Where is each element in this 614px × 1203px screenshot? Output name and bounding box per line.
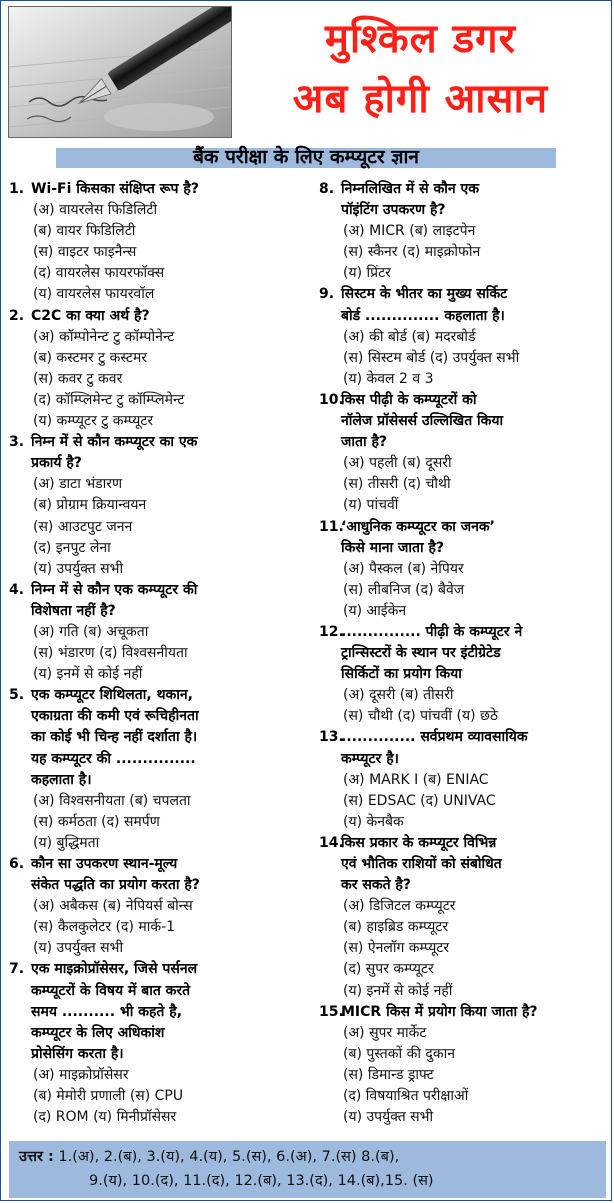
answer-option: (स) सिस्टम बोर्ड (द) उपर्युक्त सभी	[343, 349, 520, 366]
question-text: संकेत पद्धति का प्रयोग करता है?	[31, 877, 200, 894]
question-line	[319, 833, 609, 854]
question-text: एक कम्प्यूटर शिथिलता, थकान,	[31, 687, 193, 704]
question-line	[319, 390, 609, 411]
answer-option: (स) तीसरी (द) चौथी	[343, 476, 451, 493]
question-text: समय .......... भी कहते है,	[31, 1003, 183, 1020]
question-text: ‘आधुनिक कम्प्यूटर का जनक’	[341, 518, 495, 535]
question-number: 6.	[9, 856, 25, 872]
question-line	[9, 601, 309, 622]
answer-option: (अ) गति (ब) अचूकता	[33, 623, 149, 640]
question-line	[9, 854, 309, 875]
answer-option: (द) सुपर कम्प्यूटर	[343, 961, 434, 978]
question-line	[319, 1002, 609, 1023]
question-number: 8.	[319, 181, 335, 197]
question-line	[9, 685, 309, 706]
question-text: विशेषता नहीं है?	[31, 602, 116, 619]
answer-option: (य) उपर्युक्त सभी	[33, 560, 124, 577]
answer-option: (अ) पैस्कल (ब) नेपियर	[343, 560, 464, 577]
question-line	[319, 643, 609, 664]
question-line	[9, 179, 309, 200]
answer-option: (स) डिमान्ड ड्राफ्ट	[343, 1066, 434, 1083]
question-text: प्रकार्य है?	[31, 455, 82, 472]
answer-option: (य) उपर्युक्त सभी	[33, 940, 124, 957]
question-text: निम्न में से कौन एक कम्प्यूटर की	[31, 581, 198, 598]
answer-option: (स) स्कैनर (द) माइक्रोफोन	[343, 244, 481, 261]
question-text: यह कम्प्यूटर की ...............	[31, 750, 196, 767]
question-line	[9, 306, 309, 327]
question-text: .............. सर्वप्रथम व्यावसायिक	[341, 729, 528, 746]
question-number	[319, 432, 341, 453]
answer-option: (ब) मेमोरी प्रणाली (स) CPU	[33, 1088, 184, 1105]
answer-option: (स) कैलकुलेटर (द) मार्क-1	[33, 919, 176, 936]
question-block	[9, 306, 309, 433]
answer-option: (य) कम्प्यूटर टु कम्प्यूटर	[33, 413, 154, 430]
right-question-column	[319, 179, 609, 1128]
question-number	[9, 1002, 31, 1023]
answer-option: (अ) पहली (ब) दूसरी	[343, 455, 452, 472]
answer-option: (द) ROM (य) मिनीप्रॉसेसर	[33, 1109, 177, 1126]
answer-option: (द) इनपुट लेना	[33, 539, 111, 556]
question-number	[319, 200, 341, 221]
answer-line-1	[19, 1145, 596, 1169]
question-line	[319, 200, 609, 221]
question-text: ट्रान्सिस्टरों के स्थान पर इंटीग्रेटेड	[341, 645, 501, 662]
question-number: 1.	[9, 181, 25, 197]
question-number	[9, 727, 31, 748]
question-text: एवं भौतिक राशियों को संबोधित	[341, 856, 502, 872]
answer-option: (अ) MARK I (ब) ENIAC	[343, 771, 489, 788]
answer-option: (अ) अबैकस (ब) नेपियर्स बोन्स	[33, 898, 193, 915]
question-block	[319, 179, 609, 284]
question-number: 12.	[319, 623, 344, 640]
fountain-pen-image	[9, 7, 231, 137]
question-text: कम्प्यूटर है।	[341, 750, 399, 767]
question-line	[9, 1023, 309, 1044]
question-text: निम्नलिखित में से कौन एक	[341, 181, 480, 197]
answer-label: उत्तर :	[19, 1149, 54, 1165]
question-line	[319, 517, 609, 538]
question-text: किस प्रकार के कम्प्यूटर विभिन्न	[341, 834, 497, 851]
question-number	[9, 1044, 31, 1065]
question-text: एक माइक्रोप्रॉसेसर, जिसे पर्सनल	[31, 961, 198, 978]
question-text: कम्प्यूटर के लिए अधिकांश	[31, 1024, 165, 1041]
question-number: 4.	[9, 581, 25, 598]
answer-option: (स) कवर टु कवर	[33, 370, 123, 387]
question-text: नॉलेज प्रॉसेसर्स उल्लिखित किया	[341, 413, 504, 430]
question-line	[319, 622, 609, 643]
question-block	[319, 727, 609, 832]
question-line	[319, 727, 609, 748]
answer-option: (य) वायरलेस फायरवॉल	[33, 286, 155, 303]
header	[1, 1, 611, 143]
question-number	[319, 643, 341, 664]
question-line	[319, 875, 609, 896]
question-number	[319, 306, 341, 327]
question-number: 2.	[9, 307, 25, 324]
question-number: 10.	[319, 391, 344, 408]
answer-option: (स) EDSAC (द) UNIVAC	[343, 792, 496, 809]
answer-option: (य) उपर्युक्त सभी	[343, 1109, 434, 1126]
question-number	[9, 1023, 31, 1044]
answers-1-8: 1.(अ), 2.(ब), 3.(य), 4.(य), 5.(स), 6.(अ), 7.(स) 8.(ब),	[58, 1149, 400, 1165]
question-line	[319, 432, 609, 453]
question-text: जाता है?	[341, 434, 388, 451]
question-number	[9, 981, 31, 1002]
question-text: सिर्किटों का प्रयोग किया	[341, 666, 462, 683]
question-number: 14.	[319, 834, 344, 851]
answer-option: (स) भंडारण (द) विश्वसनीयता	[33, 645, 188, 662]
question-number	[9, 453, 31, 474]
question-line	[9, 875, 309, 896]
question-number: 9.	[319, 286, 335, 303]
question-text: MICR किस में प्रयोग किया जाता है?	[341, 1003, 538, 1020]
question-number	[9, 749, 31, 770]
question-line	[9, 981, 309, 1002]
question-line	[9, 706, 309, 727]
question-line	[319, 284, 609, 305]
question-block	[9, 179, 309, 306]
question-text: C2C का क्या अर्थ है?	[31, 307, 150, 324]
question-text: पॉइंटिंग उपकरण है?	[341, 202, 446, 219]
question-line	[9, 1044, 309, 1065]
question-number: 11.	[319, 518, 344, 535]
answer-option: (ब) प्रोग्राम क्रियान्वयन	[33, 497, 147, 514]
answer-option: (य) बुद्धिमता	[33, 834, 100, 851]
question-block	[319, 622, 609, 727]
answer-option: (स) कर्मठता (द) समर्पण	[33, 813, 160, 830]
answer-option: (अ) वायरलेस फिडिलिटी	[33, 202, 158, 219]
answer-option: (य) इनमें से कोई नहीं	[343, 982, 453, 999]
answer-option: (स) चौथी (द) पांचवीं (य) छठे	[343, 708, 498, 725]
question-text: कहलाता है।	[31, 771, 92, 788]
question-line	[319, 306, 609, 327]
answer-option: (ब) वायर फिडिलिटी	[33, 223, 136, 240]
question-number: 5.	[9, 687, 25, 704]
question-line	[9, 1002, 309, 1023]
answers-9-15: 9.(य), 10.(द), 11.(द), 12.(ब), 13.(द), 14.(ब),15. (स)	[89, 1173, 434, 1189]
answer-option: (अ) MICR (ब) लाइटपेन	[343, 223, 476, 240]
question-text: निम्न में से कौन कम्प्यूटर का एक	[31, 434, 198, 451]
answer-option: (य) पांचवीं	[343, 497, 399, 514]
question-number	[319, 749, 341, 770]
left-question-column	[9, 179, 309, 1128]
question-number	[9, 601, 31, 622]
question-text: कौन सा उपकरण स्थान-मूल्य	[31, 856, 178, 872]
answer-key	[9, 1141, 606, 1198]
question-text: कर सकते है?	[341, 877, 411, 894]
answer-option: (स) वाइटर फाइनैन्स	[33, 244, 137, 261]
question-text: Wi-Fi किसका संक्षिप्त रूप है?	[31, 181, 199, 197]
headline-line-2: अब होगी आसान	[292, 76, 549, 122]
answer-option: (य) आईकेन	[343, 602, 407, 619]
answer-option: (अ) डिजिटल कम्प्यूटर	[343, 898, 456, 915]
question-line	[9, 580, 309, 601]
question-block	[9, 959, 309, 1128]
question-text: का कोई भी चिन्ह नहीं दर्शाता है।	[31, 729, 198, 746]
question-line	[319, 749, 609, 770]
question-block	[9, 685, 309, 854]
question-text: किस पीढ़ी के कम्प्यूटरों को	[341, 391, 477, 408]
headline-line-1: मुश्किल डगर	[325, 16, 516, 62]
subtitle: बैंक परीक्षा के लिए कम्प्यूटर ज्ञान	[193, 146, 419, 168]
question-line	[319, 538, 609, 559]
question-number	[319, 854, 341, 875]
answer-option: (अ) माइक्रोप्रॉसेसर	[33, 1066, 129, 1083]
answer-option: (स) आउटपुट जनन	[33, 518, 133, 535]
answer-option: (य) केनबैक	[343, 813, 404, 830]
answer-option: (य) केवल 2 व 3	[343, 370, 434, 387]
answer-option: (स) लीबनिज (द) बैवेज	[343, 581, 465, 598]
answer-option: (अ) कॉम्पोनेन्ट टु कॉम्पोनेन्ट	[33, 328, 175, 345]
answer-option: (द) कॉम्प्लिमेन्ट टु कॉम्प्लिमेन्ट	[33, 391, 185, 408]
question-number	[319, 664, 341, 685]
question-line	[319, 179, 609, 200]
answer-option: (अ) की बोर्ड (ब) मदरबोर्ड	[343, 328, 476, 345]
question-text: एकाग्रता की कमी एवं रूचिहीनता	[31, 708, 199, 725]
question-number: 7.	[9, 961, 25, 978]
answer-option: (अ) दूसरी (ब) तीसरी	[343, 687, 454, 704]
answer-option: (अ) विश्वसनीयता (ब) चपलता	[33, 792, 191, 809]
question-line	[319, 854, 609, 875]
answer-option: (अ) डाटा भंडारण	[33, 476, 123, 493]
answer-option: (अ) सुपर मार्केट	[343, 1024, 427, 1041]
question-number: 13.	[319, 729, 344, 746]
question-text: बोर्ड .............. कहलाता है।	[341, 307, 505, 324]
answer-option: (य) प्रिंटर	[343, 265, 391, 282]
answer-option: (ब) कस्टमर टु कस्टमर	[33, 349, 148, 366]
answer-option: (ब) हाइब्रिड कम्प्यूटर	[343, 919, 449, 936]
question-block	[9, 580, 309, 685]
question-text: प्रोसेसिंग करता है।	[31, 1045, 124, 1062]
question-number	[9, 875, 31, 896]
question-number	[319, 538, 341, 559]
question-line	[9, 727, 309, 748]
question-line	[319, 411, 609, 432]
answer-option: (स) ऐनलॉग कम्प्यूटर	[343, 940, 450, 957]
question-number	[9, 770, 31, 791]
question-line	[9, 749, 309, 770]
question-block	[319, 517, 609, 622]
question-line	[319, 664, 609, 685]
question-text: सिस्टम के भीतर का मुख्य सर्किट	[341, 286, 508, 303]
question-block	[9, 432, 309, 580]
question-line	[9, 959, 309, 980]
question-number	[319, 411, 341, 432]
answer-option: (द) वायरलेस फायरफॉक्स	[33, 265, 165, 282]
answer-option: (ब) पुस्तकों की दुकान	[343, 1045, 455, 1062]
question-number	[319, 875, 341, 896]
question-block	[9, 854, 309, 959]
question-block	[319, 284, 609, 389]
fountain-pen-photo	[8, 6, 232, 138]
answer-option: (द) विषयाश्रित परीक्षाओं	[343, 1088, 469, 1105]
question-text: कम्प्यूटरों के विषय में बात करते	[31, 982, 191, 999]
question-block	[319, 833, 609, 1002]
answer-option: (य) इनमें से कोई नहीं	[33, 666, 143, 683]
question-block	[319, 1002, 609, 1129]
question-text: ............... पीढ़ी के कम्प्यूटर ने	[341, 623, 523, 640]
question-line	[9, 453, 309, 474]
question-number: 3.	[9, 434, 25, 451]
question-number	[9, 706, 31, 727]
question-number: 15.	[319, 1003, 344, 1020]
question-line	[9, 432, 309, 453]
question-block	[319, 390, 609, 517]
question-text: किसे माना जाता है?	[341, 539, 445, 556]
question-line	[9, 770, 309, 791]
